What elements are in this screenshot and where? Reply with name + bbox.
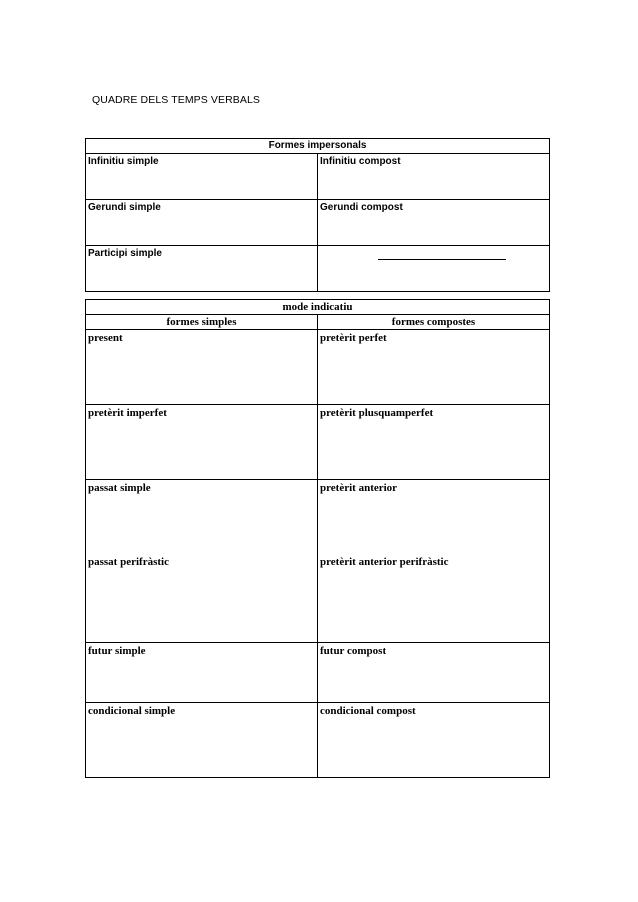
participle-simple-cell: Participi simple bbox=[86, 246, 318, 292]
table-row bbox=[86, 480, 550, 643]
document-title: QUADRE DELS TEMPS VERBALS bbox=[92, 94, 261, 106]
blank-line bbox=[378, 259, 506, 260]
infinitive-simple-cell: Infinitiu simple bbox=[86, 154, 318, 200]
table-row bbox=[86, 643, 550, 703]
past-simple-label: passat simple bbox=[88, 482, 151, 494]
conditional-compound-cell: condicional compost bbox=[318, 703, 550, 778]
impersonal-table-header: Formes impersonals bbox=[86, 139, 550, 154]
table-row bbox=[86, 330, 550, 405]
table-row bbox=[86, 703, 550, 778]
conditional-simple-cell: condicional simple bbox=[86, 703, 318, 778]
future-compound-cell: futur compost bbox=[318, 643, 550, 703]
past-anterior-periphrastic-label: pretèrit anterior perifràstic bbox=[320, 556, 449, 568]
simple-forms-column-header: formes simples bbox=[86, 315, 318, 330]
past-periphrastic-label: passat perifràstic bbox=[88, 556, 169, 568]
past-simple-cell bbox=[86, 480, 318, 643]
table-row bbox=[86, 405, 550, 480]
past-anterior-cell bbox=[318, 480, 550, 643]
imperfect-cell: pretèrit imperfet bbox=[86, 405, 318, 480]
infinitive-compound-cell: Infinitiu compost bbox=[318, 154, 550, 200]
past-anterior-label: pretèrit anterior bbox=[320, 482, 398, 494]
table-row bbox=[86, 246, 550, 292]
participle-blank-cell bbox=[318, 246, 550, 292]
table-row bbox=[86, 200, 550, 246]
indicative-table-header: mode indicatiu bbox=[86, 300, 550, 315]
future-simple-cell: futur simple bbox=[86, 643, 318, 703]
gerund-compound-cell: Gerundi compost bbox=[318, 200, 550, 246]
impersonal-forms-table bbox=[85, 138, 550, 292]
pluperfect-cell: pretèrit plusquamperfet bbox=[318, 405, 550, 480]
gerund-simple-cell: Gerundi simple bbox=[86, 200, 318, 246]
compound-forms-column-header: formes compostes bbox=[318, 315, 550, 330]
perfect-cell: pretèrit perfet bbox=[318, 330, 550, 405]
indicative-mood-table bbox=[85, 299, 550, 778]
table-row bbox=[86, 154, 550, 200]
present-cell: present bbox=[86, 330, 318, 405]
